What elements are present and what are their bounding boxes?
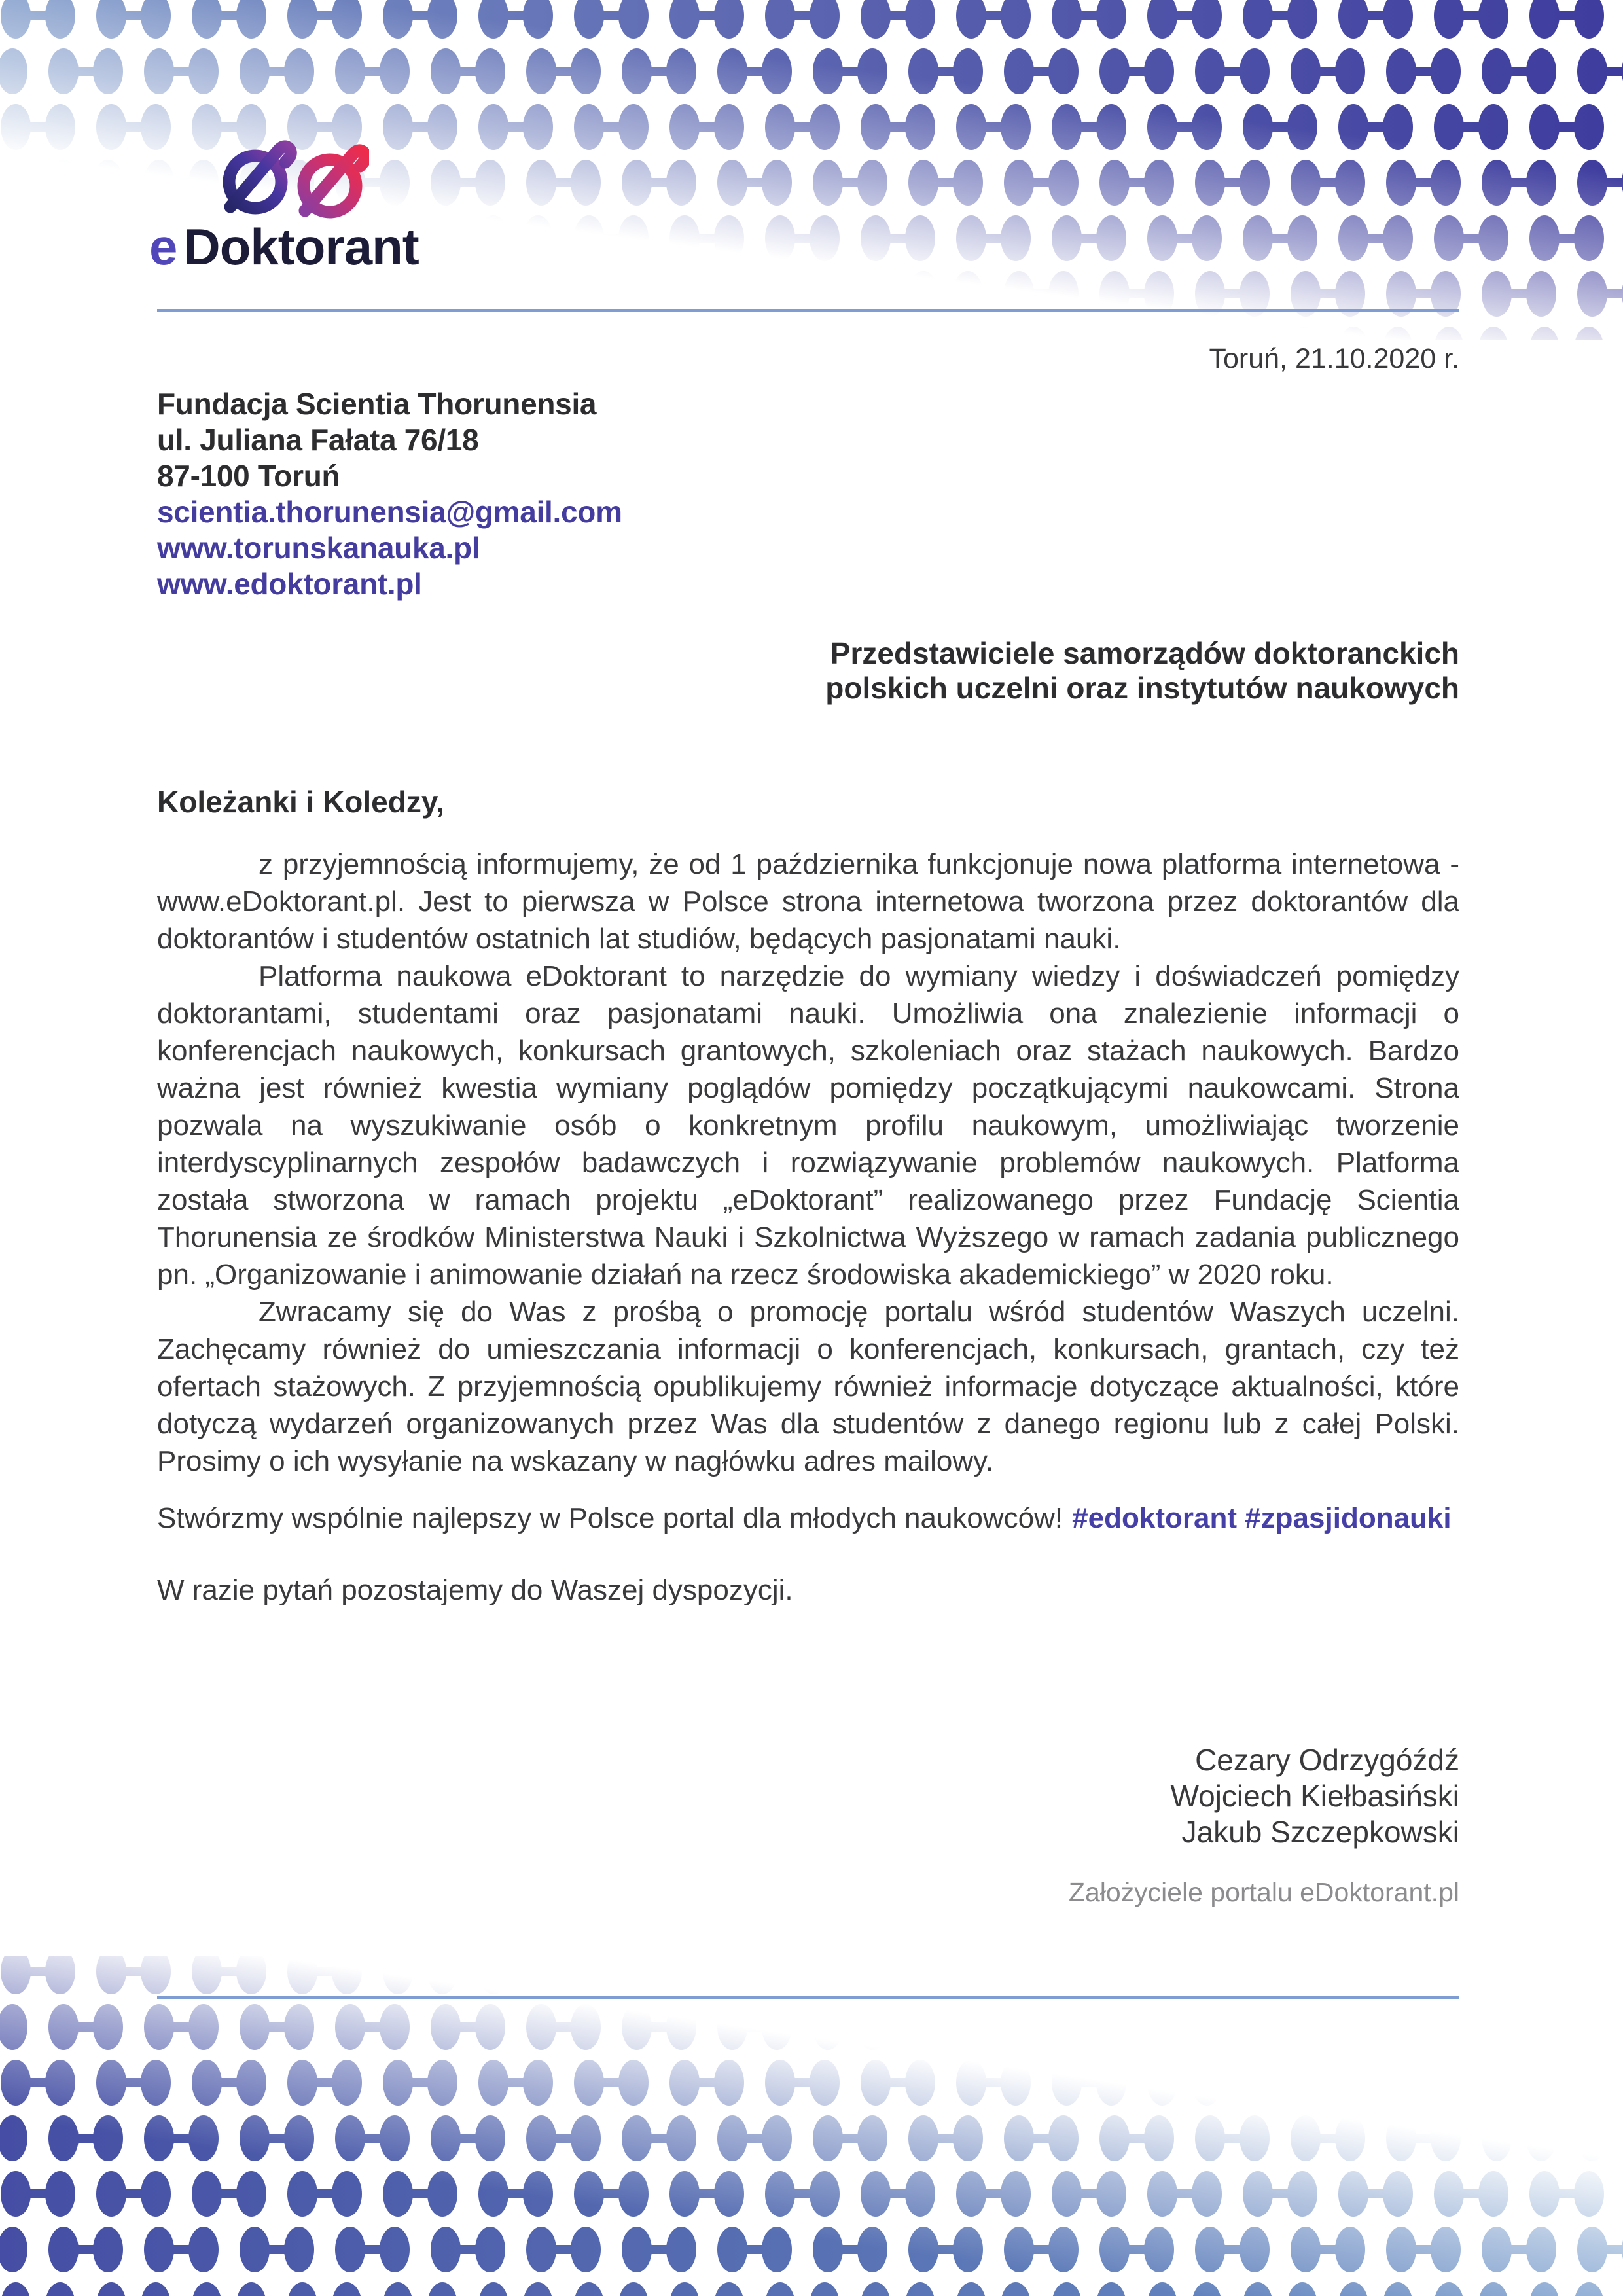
sender-city: 87-100 Toruń — [157, 459, 340, 493]
body-paragraph-1: z przyjemnością informujemy, że od 1 października funkcjonuje nowa platforma internetowa - www.eDoktorant.pl. Jest to pierwsza w Polsce strona internetowa tworzona przez doktorantów dla doktorantów i studentów ostatnich lat studiów, będących pasjonatami nauki. — [157, 848, 1459, 955]
letter-body — [157, 846, 1459, 1480]
glasses-icon — [217, 122, 369, 225]
recipient-line-2: polskich uczelni oraz instytutów naukowych — [825, 671, 1459, 705]
cta-line — [157, 1502, 1531, 1535]
signature-name-2: Wojciech Kiełbasiński — [1170, 1779, 1459, 1813]
sender-address — [157, 386, 622, 602]
brand-wordmark-e: e — [149, 218, 177, 276]
cta-hashtags[interactable]: #edoktorant #zpasjidonauki — [1072, 1502, 1452, 1534]
header-divider — [157, 309, 1459, 312]
footer-dots-pattern — [0, 1956, 1623, 2296]
founders-caption: Założyciele portalu eDoktorant.pl — [1068, 1877, 1459, 1907]
body-paragraph-3: Zwracamy się do Was z prośbą o promocję portalu wśród studentów Waszych uczelni. Zachęcamy również do umieszczania informacji o konferencjach, konkursach, grantach, czy też ofertach stażowych. Z przyjemnością opublikujemy również informacje dotyczące aktualności, które dotyczą wydarzeń organizowanych przez Was dla studentów z danego regionu lub z całej Polski. Prosimy o ich wysyłanie na wskazany w nagłówku adres mailowy. — [157, 1296, 1459, 1477]
footer-divider — [157, 1996, 1459, 1999]
sender-website-edoktorant-link[interactable]: www.edoktorant.pl — [157, 567, 422, 601]
body-paragraph-2: Platforma naukowa eDoktorant to narzędzie do wymiany wiedzy i doświadczeń pomiędzy doktorantami, studentami oraz pasjonatami nauki. Umożliwia ona znalezienie informacji o konferencjach naukowych, konkursach grantowych, szkoleniach oraz stażach naukowych. Bardzo ważna jest również kwestia wymiany poglądów pomiędzy początkującymi naukowcami. Strona pozwala na wyszukiwanie osób o konkretnym profilu naukowym, umożliwiając tworzenie interdyscyplinarnych zespołów badawczych i rozwiązywanie problemów naukowych. Platforma została stworzona w ramach projektu „eDoktorant” realizowanego przez Fundację Scientia Thorunensia ze środków Ministerstwa Nauki i Szkolnictwa Wyższego w ramach zadania publicznego pn. „Organizowanie i animowanie działań na rzecz środowiska akademickiego” w 2020 roku. — [157, 960, 1459, 1291]
recipient-block — [157, 636, 1459, 706]
salutation: Koleżanki i Koledzy, — [157, 785, 444, 819]
sender-website-torunskanauka-link[interactable]: www.torunskanauka.pl — [157, 531, 480, 565]
sender-email-link[interactable]: scientia.thorunensia@gmail.com — [157, 495, 622, 529]
brand-wordmark — [149, 217, 419, 277]
sender-name: Fundacja Scientia Thorunensia — [157, 387, 597, 421]
brand-wordmark-name: Doktorant — [183, 218, 419, 276]
signature-name-1: Cezary Odrzygóźdź — [1195, 1743, 1459, 1777]
closing-line: W razie pytań pozostajemy do Waszej dyspozycji. — [157, 1574, 793, 1606]
signature-name-3: Jakub Szczepkowski — [1181, 1815, 1459, 1849]
signature-block — [157, 1742, 1459, 1850]
cta-text: Stwórzmy wspólnie najlepszy w Polsce portal dla młodych naukowców! — [157, 1502, 1063, 1534]
date-line: Toruń, 21.10.2020 r. — [1209, 343, 1459, 374]
sender-street: ul. Juliana Fałata 76/18 — [157, 423, 479, 457]
recipient-line-1: Przedstawiciele samorządów doktoranckich — [830, 636, 1459, 670]
